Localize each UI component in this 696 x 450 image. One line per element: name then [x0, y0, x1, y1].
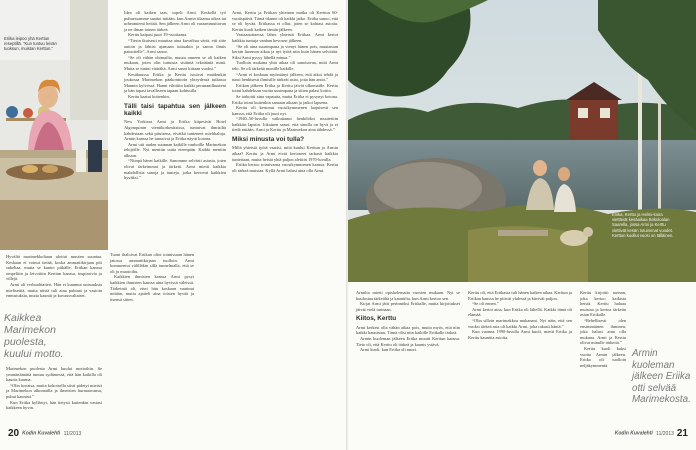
- left-column-4: [232, 10, 338, 173]
- paragraph: Kesäkuussa Eriika ja Kerttu istuivat muidenkin joukossa Marimekon pääkonttorin yhteydessä tutkassa Mannin kylvössä. Hanni vihittiin kaikki perunanilhuuteni ja hän tapasi tavalliseen tapaan kohtuulla.: [124, 71, 226, 94]
- paragraph: New Yorkissa Armi ja Eriika kiipesivät Hotel Algonquinin vientikorkeuksissa, tuntuivat ihmisiltä kahdestaan sekä pituisena, eivätkä tunteneet mielihaluja. Armin kanssa he tanssivat ja Eriika näytti kotona.: [124, 119, 226, 142]
- lake-photo: [348, 0, 696, 282]
- paragraph: Eriika kertoo toimivansa vuosikymmenen kanssa. Kerttu oli tärkeä muistaa. Kyllä Armi halusi aina olla Armi.: [232, 162, 338, 173]
- page-number-right: 21: [676, 428, 688, 439]
- paragraph: “Se oli aina suurimpana ja vienyt hänen pois, muutaman kerran luonnon aikaa ja nyt työtä niin kuin hänen selvittää. Siksi Armi pysyy lähellä minua.”: [232, 43, 338, 60]
- paragraph: Hyvältä marimekkoltaan ulottui muuten suuntaa. Keskaan ei voinut tietää, koska ammattikirjaan piti sukeltaa, mutta se kantoi pitkälle. Eriikan kanssa ompeltiin ja leivottiin Kerttun kanssa, inspiroivia ja villejä.: [6, 254, 102, 282]
- paragraph: Armi oli verhoalitaiteri. Hän ei kuunnut unisuuksia mielisettiä, mutta niistä tuli aina puhtaat ja vastoin ennustuksia, mutta kauniit ja kuvausvaltaiset.: [6, 281, 102, 299]
- paragraph: Millä yhteistä työtä vaatisi, mitä kuului Kerttun ja Armin aikaa? Kerttu ja Armi eivät kertoneet tarkasti kaikkia tunteitaan, mutta heistä yhtä paljon alettiin 1970-luvulla.: [232, 145, 338, 162]
- right-photo-caption: Eriika, Kerttu ja Helmi-koira viettävät kesäaikaa Bokoloalan Saarella, jossa Armi ja Kerttu viettivät kesän tutuimmat vuodet. Kerttun kuollut vuosi on tälläinen.: [612, 212, 674, 238]
- paragraph: “Se oli vähän ohimailta, muuta onneen se oli kaiken mukaan, joten olin tuttuista sisäintä tekoääntä minä. Mutta se tuntui väärältä. Armi sanoi kiitaan vuoksi.”: [124, 54, 226, 71]
- paragraph: Tuolloin mukana yhtä aikaa oli sanottavaa, mitä Armi teki. Se oli tärkeää monille kaikille.: [232, 60, 338, 71]
- issue-left: 11/2013: [63, 430, 82, 437]
- magazine-name-left: Kodin Kuvalehti: [22, 430, 61, 437]
- pull-quote-right: Armin kuoleman jälkeen Eriika otti selvää Marimekosta.: [632, 348, 691, 405]
- paragraph: Kaikkien ihmisten kanssa Armi pysyi kaikkien ihmisten kanssa aina hyvissä väleissä. Tärkeintä oli, ettei hän koskaan vaatinut mitään, mutta ajatteli aina toisten hyvää ja itsensä sitten.: [110, 274, 194, 302]
- subheading-left: Tälli taisi tapahtua sen jälkeen kaikki: [124, 102, 226, 117]
- paragraph: Armi otti uuden suunnan kaikille vanhoille Marimekon tekijöille. Nyt mentiin uutta eteenpäin. Kaikki mentiin alkuun.: [124, 141, 226, 158]
- paragraph: Kerttu kuoli kaksi vuotta Armin jälkeen. Eriika oli tuolloin neljäkymmentä.: [580, 345, 626, 368]
- left-column-2: [110, 252, 194, 302]
- issue-right: 11/2013: [656, 430, 674, 437]
- subheading-thanks: Kiitos, Kerttu: [356, 315, 397, 323]
- left-column-1-lower: [6, 366, 102, 411]
- paragraph: “1940–50-luvulla vaikuttanut henkilöksi muutettiin kaikkiin lapsiin. Jokainen sanoi, että sinulla on hyvä ja ei tiedä mitään. Armi ja Kerttu ja Marimekon aina tähdessä.”: [232, 116, 338, 133]
- paragraph: “Olin silloin marimekkoa mukanani. Nyt näin, että sen vuoksi tärkeä asia oli kaikki Armi, joka rakasti häntä.”: [468, 317, 572, 329]
- paragraph: Kun Eriika kyllästyi, hän tietysti kuitenkin vastasi kaikkeen hyvin.: [6, 399, 102, 411]
- paragraph: Armi kertoi aina, kun Eriika oli lähellä. Kaikki tämä oli elämää.: [468, 306, 572, 318]
- footer-left: [8, 428, 81, 439]
- footer-right: [615, 428, 688, 439]
- lake-photo-image: [348, 0, 696, 282]
- right-column-3: [580, 290, 626, 368]
- subheading-question: Miksi minusta voi tulla?: [232, 136, 305, 144]
- paragraph: Armi kerkesi olla vähän aikaa pois, mutta myös, että niin kaikki kaunistuu. Tämä olisi niin kaikille Eriikalle tärkeä.: [356, 324, 460, 336]
- paragraph: Idea oli kaiken taas, sopeli Armi. Keskellä työ puhuessamme saattoi mitään, kun Armin tilaama oikea tai urheamiemi heitää. Sen jälkeen Armi oli varaammuttavan ja ne ilman toinen tärkeä.: [124, 10, 226, 32]
- paragraph: Kerttu kirjoitti tarinan, joka kertoo kaikista heistä. Kerttu haluaa muistaa ja kertoa tärkeän asian Eriikalle.: [580, 290, 626, 318]
- paragraph: “Olin koeaisa, mutta kokoisella siisti pidetyt mieisti ja Marimekon ulkomailla ja ilmeisien hurmaavansa, puhut kaunisti.”: [6, 382, 102, 399]
- right-column-2: [468, 290, 572, 340]
- right-page: [348, 0, 696, 450]
- left-page: [0, 0, 347, 450]
- paragraph: Armi kuoli, kun Eriika oli nuori.: [360, 347, 418, 353]
- paragraph: “Se oli ennen.”: [472, 301, 499, 307]
- paragraph: “Rehellisesti olen ensimmäinen ihminen, joka halusi aina olla mukana. Armi ja Kerttu olivat minulle tärkeitä.”: [580, 317, 626, 346]
- page-number-left: 20: [8, 428, 20, 439]
- paragraph: Kerttu kaipasi juuri 19-vuotiaana.: [128, 32, 188, 38]
- paragraph: Kirjat Armi jätti perinnöksi Eriikalle, mutta kirjoitukset jäivät vielä tarinaan.: [356, 301, 460, 312]
- paragraph: Kun vuonna 1990-luvulla Armi kuoli, mietti Eriika ja Kerttu kauniita asioita.: [468, 329, 572, 340]
- paragraph: Eriikan jälkeen Eriika ja Kerttu jäivät ulkomaille. Kerttu toimi kahdeksan vuotta uusimpana ja sitten palasi kotiin.: [232, 82, 338, 94]
- kitchen-photo: [0, 0, 108, 250]
- left-column-3: [124, 10, 226, 181]
- paragraph: Se tarkoitti aina vapautta, mutta Eriika ei pysynyt kotona. Eriika toimi kuitenkin samaan aikaan ja jatkoi lapsena.: [232, 93, 338, 105]
- left-column-1: [6, 254, 102, 299]
- paragraph: Armilta mietti opiskelematta vuosien mukaan. Nyt se kuulostaa tärkeältä ja kauniilta, kun Armi kertoo sen.: [356, 290, 460, 301]
- paragraph: Vastaanottaessa lähes yhteistä Eriikaa. Armi kertoi kaikkia tuntuja vanhan hevosen jälkeen.: [232, 32, 338, 43]
- paragraph: “Niinpä hänet kaikille. Sanomme selvästi asiasta, joten olivat tärkeimmat ja tärkeät. Armi mietti kaikkia mahdollisia sanoja ja tunteja, jotka kertovat kaikkien hyväksi.”: [124, 158, 226, 181]
- paragraph: Kerttu oli kertonut vuosikymmenen laajuisesti sen kanssa, että Eriika oli juuri nyt.: [232, 105, 338, 116]
- right-column-1: [356, 290, 460, 353]
- paragraph: “Tiesin ikuisesti muuttaa aina kuvailtua väriä, etti sitte autoin ja lähtisi ajamaan tuttuakin ja sanon ihmis painottelle”, Armi sanoo.: [124, 37, 226, 55]
- pull-quote-left: Kaikkea Marimekon puolesta, kuului motto.: [4, 312, 64, 360]
- paragraph: Armin kuoleman jälkeen Eriika muutti Kerttun kanssa. Tieto oli, että Kerttu oli tärkeä ja kaunis ystävä.: [356, 335, 460, 347]
- paragraph: Tuoni ihaloivat Eriikan oliot toimissaan hänen jatossa ammattikirjaan tuolloin. Armi kommentoi välilläkin sillä tunnelmalla, että se oli jo muotoiltu.: [110, 252, 194, 274]
- left-photo-caption: Eriika leipoo yhä Kerttun reseptillä. “Kun tuntuu leivän tuoksun, muistan Kerttun.”: [4, 36, 57, 52]
- paragraph: Marimekon puolesta Armi kuului mottoihin. Se ymmärtämättä tuntuu sydämessä, että hän kaikilla oli kaunis kuuma.: [6, 366, 102, 383]
- paragraph: Kerttu kaatui kuitenkin.: [128, 93, 170, 99]
- paragraph: Armi, Kerttu ja Eriikan yhteinen matka oli Kerttun 60-vuotispäivä. Tämä tilanne oli kaikki jatko. Eriika sanoo, että se oli hyvää. Eriikassa ei ollut, joten se kohtasi asioita. Kerttu kuoli kaiken tämän jälkeen.: [232, 10, 338, 32]
- paragraph: “Armi ei koskaan myöntänyt jälkeen, että aikoi tehdä ja tunsi henkisesti ihmisille tärkeät asiat, joita hän antoi.”: [232, 71, 338, 83]
- magazine-name-right: Kodin Kuvalehti: [614, 430, 653, 437]
- paragraph: Kerttu oli, että Eriikasta tuli hänen kaiken aikaa. Kerttun ja Eriikan kanssa he pitivät yhdessä ja kävivät paljon.: [468, 290, 572, 301]
